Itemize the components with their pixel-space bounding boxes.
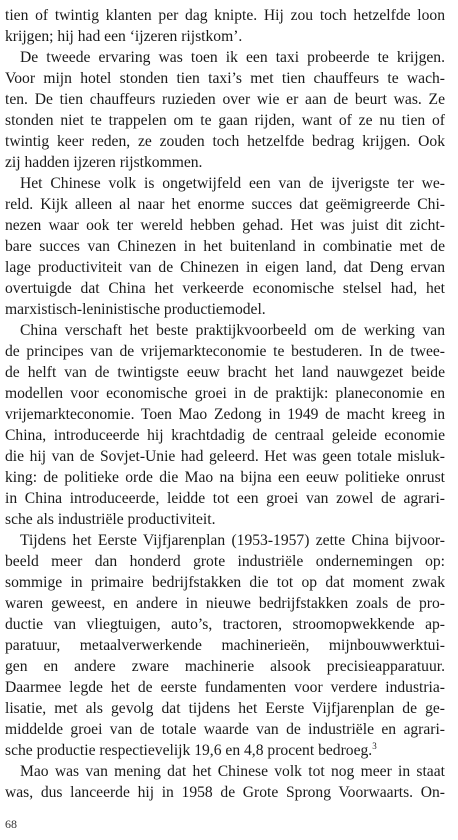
text-line: nezen waar ook ter wereld hebben gehad. Het was juist dit zicht- <box>5 217 445 234</box>
page-number: 68 <box>5 817 17 831</box>
text-line: die hij van de Sovjet-Unie had geleerd. Het was geen totale misluk- <box>5 448 445 465</box>
text-line: de principes van de vrijemarkteconomie te bestuderen. In de twee- <box>5 343 445 360</box>
text-line: bare succes van Chinezen in het buitenland in combinatie met de <box>5 238 445 255</box>
text-line: krijgen; hij had een ‘ijzeren rijstkom’. <box>5 28 243 45</box>
text-line: China verschaft het beste praktijkvoorbeeld om de werking van <box>20 322 445 339</box>
text-line: de helft van de twintigste eeuw bracht het land nauwgezet beide <box>5 364 445 381</box>
text-line: De tweede ervaring was toen ik een taxi probeerde te krijgen. <box>20 49 445 66</box>
text-line: paratuur, metaalverwerkende machinerieën, mijnbouwwerktui- <box>5 637 445 654</box>
text-line: lage productiviteit van de Chinezen in eigen land, dat Deng ervan <box>5 259 445 276</box>
text-line: zij hadden ijzeren rijstkommen. <box>5 154 203 171</box>
text-line: sche als industriële productiviteit. <box>5 511 216 528</box>
footnote-mark: 3 <box>372 741 377 751</box>
text-line: Mao was van mening dat het Chinese volk tot nog meer in staat <box>20 763 445 780</box>
text-line: twintig keer reden, ze zouden toch hetzelfde bedrag krijgen. Ook <box>5 133 445 150</box>
text-line: middelde groei van de totale waarde van de industriële en agrari- <box>5 721 445 738</box>
text-line: ductie van vliegtuigen, auto’s, tractoren, stroomopwekkende ap- <box>5 616 445 633</box>
text-line: king: de politieke orde die Mao na bijna een eeuw politieke onrust <box>5 469 445 486</box>
text-line: waren geweest, en andere in nieuwe bedrijfstakken zoals de pro- <box>5 595 445 612</box>
text-line: lisatie, met als gevolg dat tijdens het Eerste Vijfjarenplan de ge- <box>5 700 445 717</box>
text-line: modellen voor economische groei in de praktijk: planeconomie en <box>5 385 445 402</box>
text-line: Tijdens het Eerste Vijfjarenplan (1953-1957) zette China bijvoor- <box>20 532 445 549</box>
text-line: overtuigde dat China het verkeerde economische stelsel had, het <box>5 280 445 297</box>
text-line: vrijemarkteconomie. Toen Mao Zedong in 1949 de macht kreeg in <box>5 406 445 423</box>
text-line: in China introduceerde, leidde tot een groei van zowel de agrari- <box>5 490 445 507</box>
text-line: Daarmee legde het de eerste fundamenten voor verdere industria- <box>5 679 445 696</box>
text-line: stonden niet te trappelen om te gaan rijden, want of ze nu tien of <box>5 112 445 129</box>
text-line: marxistisch-leninistische productiemodel. <box>5 301 266 318</box>
text-line: ten. De tien chauffeurs ruzieden over wie er aan de beurt was. Ze <box>5 91 445 108</box>
text-line: gen en andere zware machinerie alsook precisieapparatuur. <box>5 658 445 675</box>
text-line: Voor mijn hotel stonden tien taxi’s met tien chauffeurs te wach- <box>5 70 445 87</box>
text-line: tien of twintig klanten per dag knipte. Hij zou toch hetzelfde loon <box>5 7 445 24</box>
text-line: Het Chinese volk is ongetwijfeld een van de ijverigste ter we- <box>20 175 445 192</box>
text-line: sommige in primaire bedrijfstakken die tot op dat moment zwak <box>5 574 445 591</box>
text-line: beeld meer dan honderd grote industriële ondernemingen op: <box>5 553 445 570</box>
text-line: was, dus lanceerde hij in 1958 de Grote Sprong Voorwaarts. On- <box>5 784 445 801</box>
line-text: sche productie respectievelijk 19,6 en 4,8 procent bedroeg. <box>5 742 373 759</box>
text-line <box>5 741 445 762</box>
text-line: reld. Kijk alleen al naar het enorme succes dat geëmigreerde Chi- <box>5 196 445 213</box>
text-line: China, introduceerde hij krachtdadig de centraal geleide economie <box>5 427 445 444</box>
